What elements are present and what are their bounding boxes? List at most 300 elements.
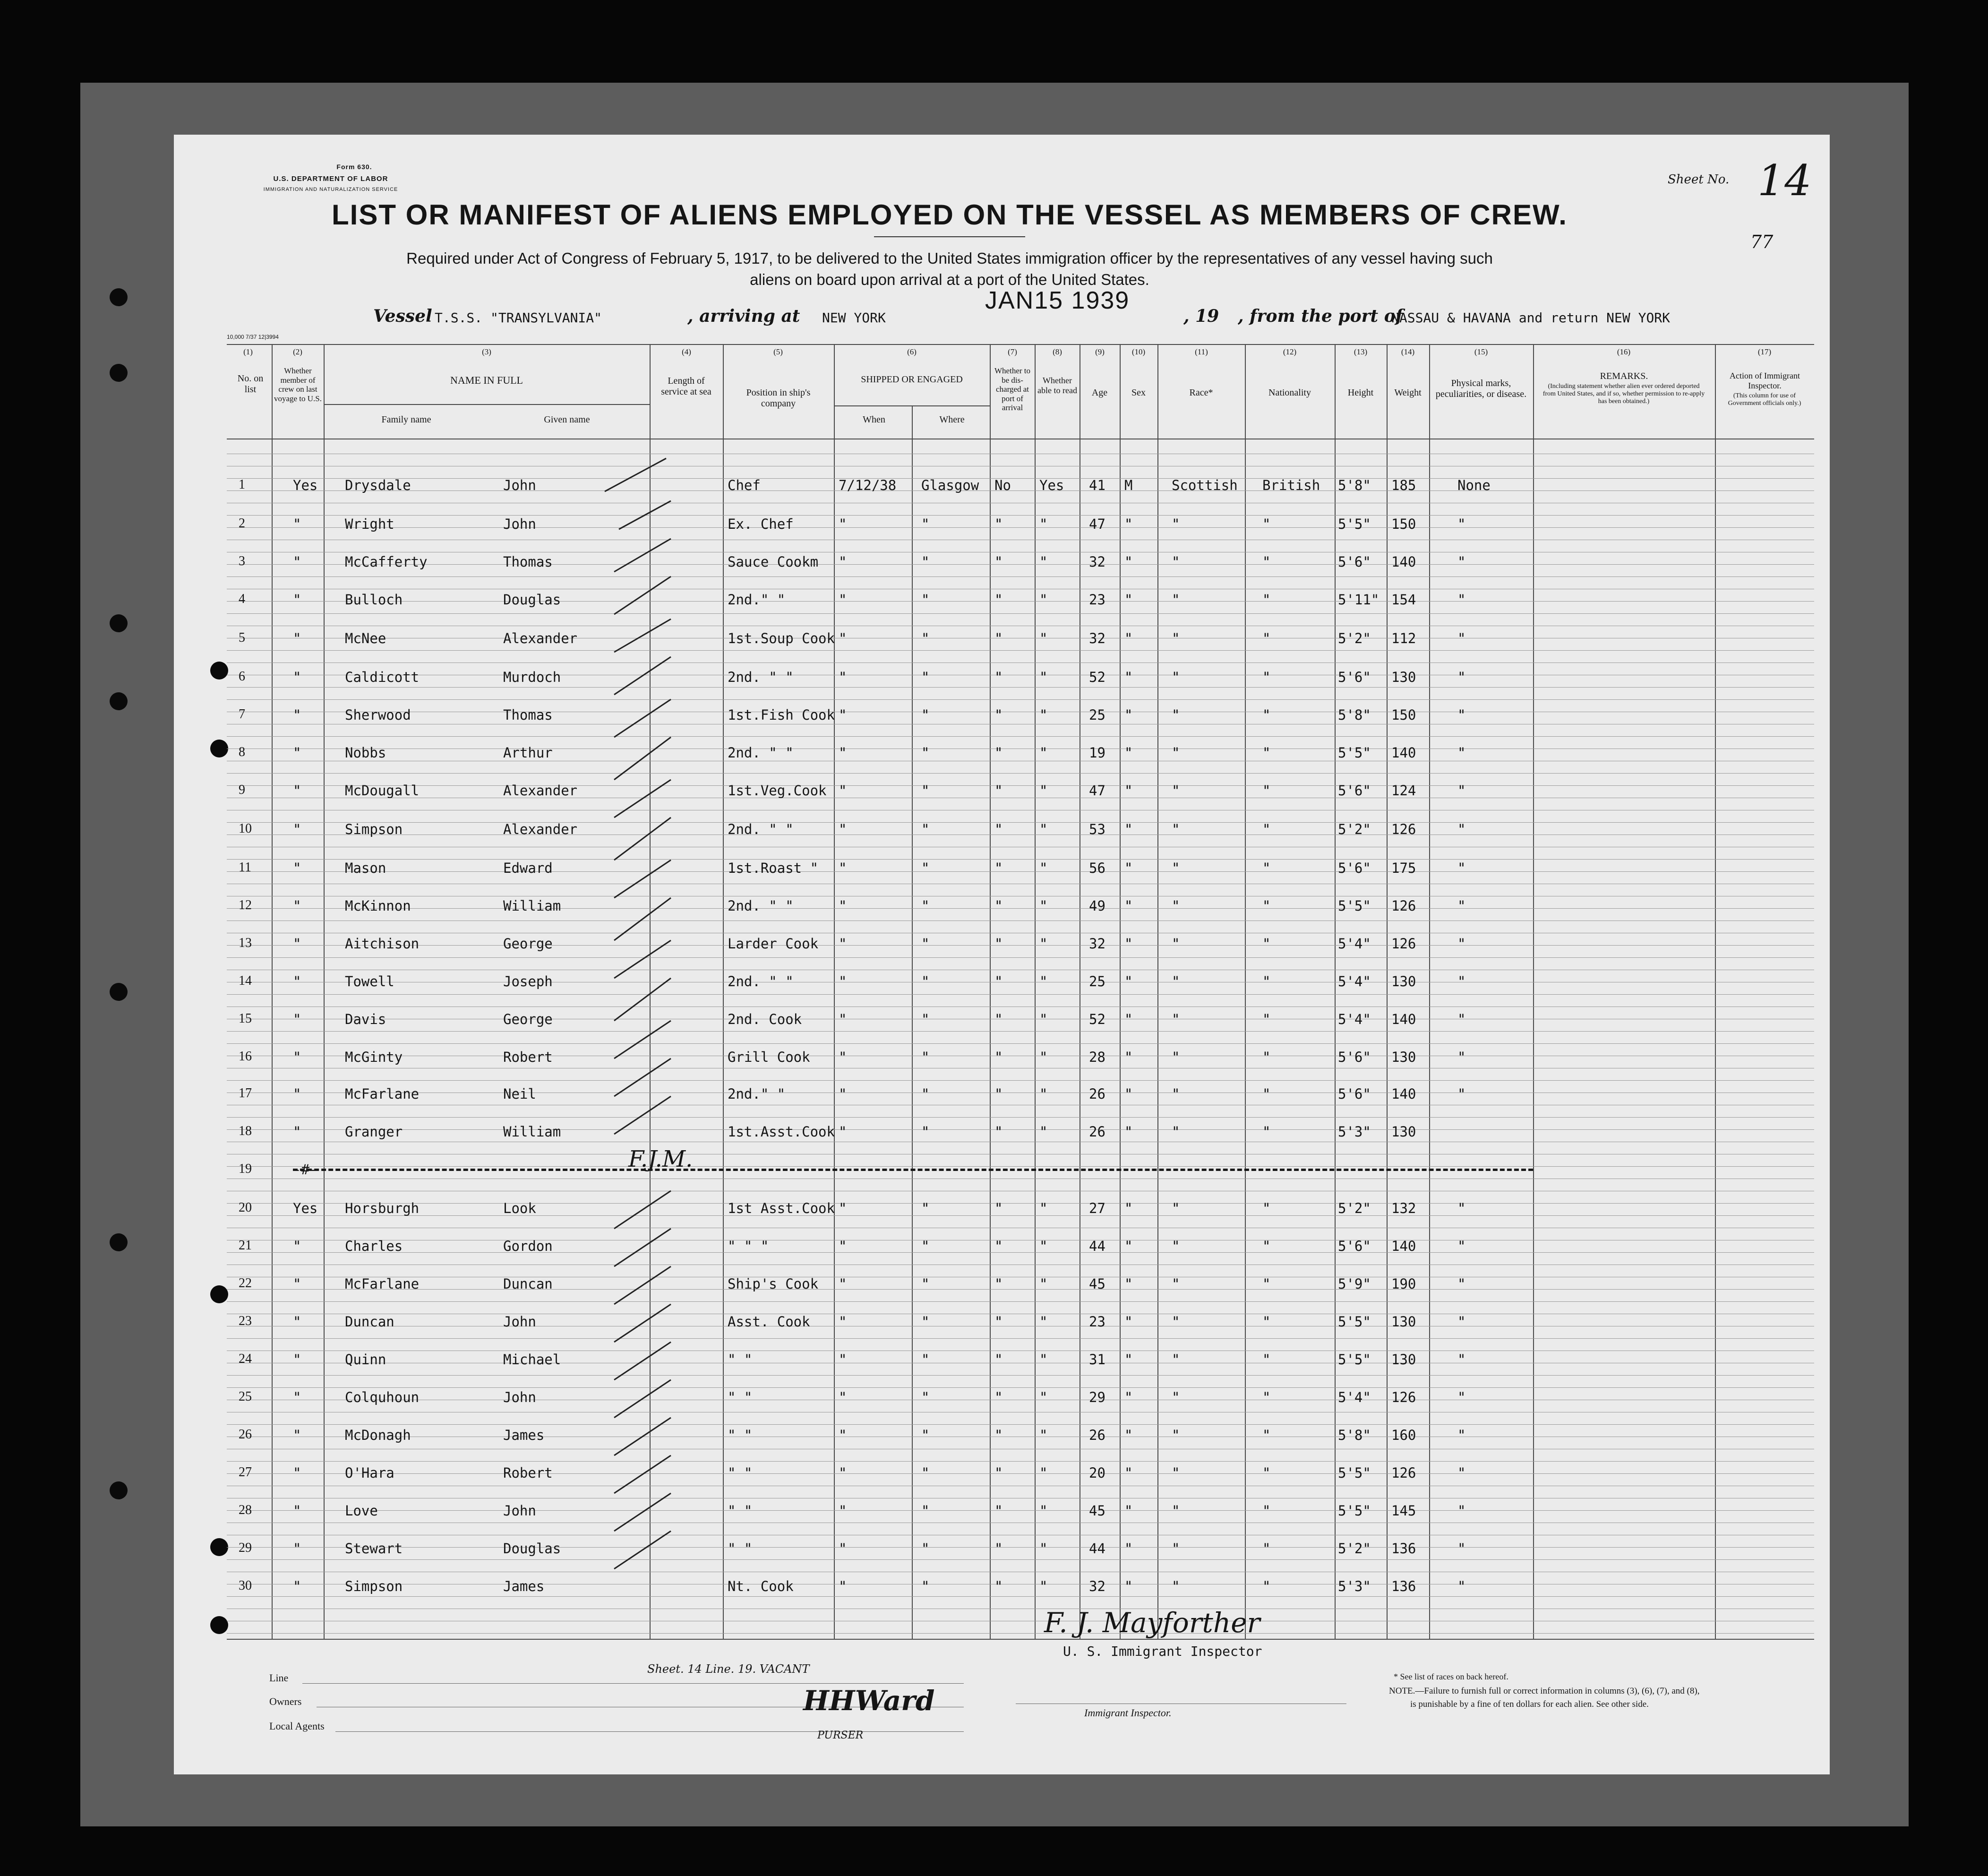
row-number: 4 xyxy=(239,592,245,606)
column-number: (13) xyxy=(1354,347,1368,356)
age-cell: 32 xyxy=(1089,1578,1105,1594)
row-number: 20 xyxy=(239,1200,252,1215)
header-given-name: Given name xyxy=(544,414,590,425)
given-name-cell: William xyxy=(503,1124,561,1140)
discharged-cell: " xyxy=(994,973,1003,990)
shipped-where-cell: " xyxy=(921,592,930,608)
height-cell: 5'6" xyxy=(1338,1238,1371,1254)
position-cell: 2nd. " " xyxy=(728,669,794,685)
weight-cell: 150 xyxy=(1391,516,1416,532)
weight-cell: 130 xyxy=(1391,669,1416,685)
row-number: 29 xyxy=(239,1540,252,1555)
family-name-cell: Colquhoun xyxy=(345,1389,420,1405)
weight-cell: 160 xyxy=(1391,1427,1416,1443)
header-height: Height xyxy=(1347,387,1374,398)
position-cell: 1st.Asst.Cook xyxy=(728,1124,835,1140)
weight-cell: 190 xyxy=(1391,1276,1416,1292)
discharged-cell: " xyxy=(994,936,1003,952)
physical-marks-cell: " xyxy=(1457,707,1466,723)
punch-hole xyxy=(210,740,228,757)
weight-cell: 130 xyxy=(1391,973,1416,990)
weight-cell: 130 xyxy=(1391,1124,1416,1140)
sex-cell: " xyxy=(1124,1314,1133,1330)
position-cell: 2nd. " " xyxy=(728,745,794,761)
member-cell: " xyxy=(293,1351,301,1368)
shipped-when-cell: " xyxy=(839,1465,847,1481)
column-divider xyxy=(272,344,273,1639)
punch-hole xyxy=(210,1285,228,1303)
member-cell: " xyxy=(293,707,301,723)
discharged-cell: " xyxy=(994,1276,1003,1292)
footer-owners-label: Owners xyxy=(269,1695,302,1707)
sheet-label: Sheet No. xyxy=(1668,172,1730,187)
sex-cell: " xyxy=(1124,860,1133,876)
age-cell: 31 xyxy=(1089,1351,1105,1368)
height-cell: 5'5" xyxy=(1338,1314,1371,1330)
weight-cell: 136 xyxy=(1391,1540,1416,1557)
sheet-number: 14 xyxy=(1757,156,1812,206)
member-cell: " xyxy=(293,592,301,608)
shipped-when-cell: " xyxy=(839,1578,847,1594)
ruled-line xyxy=(227,736,1814,737)
nationality-cell: " xyxy=(1262,1540,1271,1557)
age-cell: 27 xyxy=(1089,1200,1105,1216)
sex-cell: " xyxy=(1124,973,1133,990)
arrival-date-stamp: JAN15 1939 xyxy=(985,287,1130,314)
shipped-when-cell: " xyxy=(839,516,847,532)
given-name-cell: George xyxy=(503,1011,553,1027)
ruled-line xyxy=(227,527,1814,528)
discharged-cell: " xyxy=(994,630,1003,646)
ruled-line xyxy=(227,1547,1814,1548)
member-cell: " xyxy=(293,1389,301,1405)
weight-cell: 126 xyxy=(1391,898,1416,914)
able-to-read-cell: " xyxy=(1039,1124,1048,1140)
discharged-cell: " xyxy=(994,1465,1003,1481)
sex-cell: " xyxy=(1124,592,1133,608)
header-remarks: REMARKS. xyxy=(1600,371,1648,381)
member-cell: " xyxy=(293,630,301,646)
sex-cell: " xyxy=(1124,898,1133,914)
nationality-cell: " xyxy=(1262,860,1271,876)
physical-marks-cell: " xyxy=(1457,821,1466,837)
race-cell: " xyxy=(1172,1427,1180,1443)
nationality-cell: " xyxy=(1262,973,1271,990)
height-cell: 5'8" xyxy=(1338,1427,1371,1443)
shipped-where-cell: " xyxy=(921,821,930,837)
age-cell: 19 xyxy=(1089,745,1105,761)
height-cell: 5'5" xyxy=(1338,1503,1371,1519)
column-divider xyxy=(1335,344,1336,1639)
position-cell: Chef xyxy=(728,477,761,493)
height-cell: 5'5" xyxy=(1338,516,1371,532)
member-cell: " xyxy=(293,1238,301,1254)
physical-marks-cell: " xyxy=(1457,1351,1466,1368)
discharged-cell: " xyxy=(994,1389,1003,1405)
column-number: (2) xyxy=(293,347,302,356)
discharged-cell: " xyxy=(994,1011,1003,1027)
physical-marks-cell: " xyxy=(1457,1276,1466,1292)
shipped-when-cell: " xyxy=(839,592,847,608)
sex-cell: " xyxy=(1124,936,1133,952)
member-cell: " xyxy=(293,821,301,837)
family-name-cell: McGinty xyxy=(345,1049,403,1065)
family-name-cell: McDougall xyxy=(345,783,420,799)
height-cell: 5'3" xyxy=(1338,1124,1371,1140)
discharged-cell: " xyxy=(994,1086,1003,1102)
nationality-cell: " xyxy=(1262,592,1271,608)
column-number: (6) xyxy=(907,347,917,356)
nationality-cell: " xyxy=(1262,1314,1271,1330)
form-number: Form 630. xyxy=(336,163,372,171)
height-cell: 5'3" xyxy=(1338,1578,1371,1594)
row-number: 10 xyxy=(239,821,252,836)
race-cell: " xyxy=(1172,1503,1180,1519)
position-cell: " " xyxy=(728,1427,753,1443)
physical-marks-cell: " xyxy=(1457,973,1466,990)
discharged-cell: " xyxy=(994,898,1003,914)
ruled-line xyxy=(227,1031,1814,1032)
family-name-cell: Simpson xyxy=(345,1578,403,1594)
nationality-cell: " xyxy=(1262,554,1271,570)
able-to-read-cell: " xyxy=(1039,821,1048,837)
shipped-when-cell: " xyxy=(839,1427,847,1443)
position-cell: 2nd. Cook xyxy=(728,1011,802,1027)
member-cell: " xyxy=(293,1011,301,1027)
able-to-read-cell: " xyxy=(1039,783,1048,799)
shipped-where-cell: " xyxy=(921,1314,930,1330)
year-label: , 19 xyxy=(1183,306,1219,326)
able-to-read-cell: " xyxy=(1039,1049,1048,1065)
able-to-read-cell: " xyxy=(1039,1238,1048,1254)
given-name-cell: Thomas xyxy=(503,707,553,723)
shipped-when-cell: " xyxy=(839,1238,847,1254)
family-name-cell: Quinn xyxy=(345,1351,386,1368)
column-number: (17) xyxy=(1757,347,1772,356)
position-cell: Ex. Chef xyxy=(728,516,794,532)
weight-cell: 124 xyxy=(1391,783,1416,799)
height-cell: 5'9" xyxy=(1338,1276,1371,1292)
family-name-cell: Caldicott xyxy=(345,669,420,685)
weight-cell: 126 xyxy=(1391,1465,1416,1481)
discharged-cell: " xyxy=(994,821,1003,837)
member-cell: " xyxy=(293,1086,301,1102)
column-number: (5) xyxy=(773,347,783,356)
position-cell: 1st.Soup Cook xyxy=(728,630,835,646)
race-cell: " xyxy=(1172,516,1180,532)
position-cell: 2nd. " " xyxy=(728,898,794,914)
member-cell: " xyxy=(293,1049,301,1065)
discharged-cell: " xyxy=(994,1578,1003,1594)
footer-line-label: Line xyxy=(269,1672,289,1684)
family-name-cell: Towell xyxy=(345,973,394,990)
row-number: 26 xyxy=(239,1427,252,1442)
height-cell: 5'4" xyxy=(1338,1011,1371,1027)
column-number: (9) xyxy=(1095,347,1105,356)
weight-cell: 150 xyxy=(1391,707,1416,723)
row-number: 13 xyxy=(239,936,252,950)
ruled-line xyxy=(227,515,1814,516)
header-no-on-list: No. on list xyxy=(237,373,264,395)
able-to-read-cell: " xyxy=(1039,1540,1048,1557)
weight-cell: 130 xyxy=(1391,1314,1416,1330)
header-action: Action of Immigrant Inspector. xyxy=(1730,371,1800,390)
ruled-line xyxy=(227,1559,1814,1560)
sex-cell: " xyxy=(1124,783,1133,799)
nationality-cell: " xyxy=(1262,1351,1271,1368)
shipped-when-cell: " xyxy=(839,669,847,685)
height-cell: 5'6" xyxy=(1338,860,1371,876)
row-number: 21 xyxy=(239,1238,252,1253)
given-name-cell: Douglas xyxy=(503,1540,561,1557)
shipped-when-cell: " xyxy=(839,745,847,761)
race-cell: " xyxy=(1172,1011,1180,1027)
shipped-when-cell: " xyxy=(839,1086,847,1102)
race-cell: " xyxy=(1172,592,1180,608)
nationality-cell: " xyxy=(1262,1124,1271,1140)
inspector-stamp: U. S. Immigrant Inspector xyxy=(1063,1644,1262,1659)
height-cell: 5'6" xyxy=(1338,1086,1371,1102)
footer-line-rule xyxy=(302,1683,964,1684)
race-cell: " xyxy=(1172,936,1180,952)
inspector-signature: F. J. Mayforther xyxy=(1044,1607,1260,1639)
sex-cell: " xyxy=(1124,707,1133,723)
member-cell: " xyxy=(293,1578,301,1594)
physical-marks-cell: " xyxy=(1457,1540,1466,1557)
race-cell: " xyxy=(1172,1276,1180,1292)
weight-cell: 130 xyxy=(1391,1049,1416,1065)
able-to-read-cell: " xyxy=(1039,973,1048,990)
sheet-subnumber: 77 xyxy=(1750,232,1774,252)
age-cell: 47 xyxy=(1089,783,1105,799)
height-cell: 5'4" xyxy=(1338,1389,1371,1405)
position-cell: " " xyxy=(728,1389,753,1405)
punch-hole xyxy=(210,662,228,680)
sex-cell: " xyxy=(1124,1049,1133,1065)
vessel-name: T.S.S. "TRANSYLVANIA" xyxy=(435,310,602,326)
nationality-cell: " xyxy=(1262,1086,1271,1102)
sex-cell: " xyxy=(1124,1427,1133,1443)
position-cell: Larder Cook xyxy=(728,936,819,952)
column-number: (8) xyxy=(1053,347,1062,356)
header-shipped-engaged: SHIPPED OR ENGAGED xyxy=(861,374,963,385)
nationality-cell: " xyxy=(1262,1049,1271,1065)
given-name-cell: John xyxy=(503,1389,536,1405)
height-cell: 5'8" xyxy=(1338,707,1371,723)
race-cell: " xyxy=(1172,1465,1180,1481)
height-cell: 5'4" xyxy=(1338,973,1371,990)
able-to-read-cell: " xyxy=(1039,1427,1048,1443)
age-cell: 26 xyxy=(1089,1124,1105,1140)
from-label: , from the port of xyxy=(1238,306,1403,326)
column-divider xyxy=(1715,344,1716,1639)
punch-hole xyxy=(110,364,128,382)
ruled-line xyxy=(227,871,1814,872)
row-number: 24 xyxy=(239,1351,252,1366)
able-to-read-cell: " xyxy=(1039,592,1048,608)
shipped-where-cell: " xyxy=(921,1086,930,1102)
position-cell: " " xyxy=(728,1503,753,1519)
header-action-note: (This column for use of Government officials only.) xyxy=(1728,392,1801,407)
position-cell: Nt. Cook xyxy=(728,1578,794,1594)
physical-marks-cell: " xyxy=(1457,860,1466,876)
ruled-line xyxy=(227,822,1814,823)
column-divider xyxy=(990,344,991,1639)
given-name-cell: Michael xyxy=(503,1351,561,1368)
weight-cell: 112 xyxy=(1391,630,1416,646)
physical-marks-cell: " xyxy=(1457,898,1466,914)
discharged-cell: " xyxy=(994,1503,1003,1519)
able-to-read-cell: " xyxy=(1039,707,1048,723)
nationality-cell: " xyxy=(1262,783,1271,799)
discharged-cell: " xyxy=(994,516,1003,532)
given-name-cell: Murdoch xyxy=(503,669,561,685)
discharged-cell: " xyxy=(994,1314,1003,1330)
member-cell: " xyxy=(293,669,301,685)
given-name-cell: Duncan xyxy=(503,1276,553,1292)
ruled-line xyxy=(227,859,1814,860)
nationality-cell: " xyxy=(1262,1427,1271,1443)
weight-cell: 140 xyxy=(1391,1011,1416,1027)
family-name-cell: McDonagh xyxy=(345,1427,411,1443)
weight-cell: 140 xyxy=(1391,745,1416,761)
age-cell: 25 xyxy=(1089,973,1105,990)
age-cell: 25 xyxy=(1089,707,1105,723)
discharged-cell: " xyxy=(994,745,1003,761)
family-name-cell: McFarlane xyxy=(345,1086,420,1102)
ruled-line xyxy=(227,650,1814,651)
row-number: 6 xyxy=(239,669,245,684)
subtitle-line-1: Required under Act of Congress of February 5, 1917, to be delivered to the United States immigration officer by the representatives of any vessel having such xyxy=(406,250,1493,267)
able-to-read-cell: " xyxy=(1039,1086,1048,1102)
discharged-cell: No xyxy=(994,477,1011,493)
row-number: 7 xyxy=(239,707,245,722)
row-number: 9 xyxy=(239,783,245,797)
row-number: 23 xyxy=(239,1314,252,1328)
able-to-read-cell: " xyxy=(1039,630,1048,646)
member-cell: " xyxy=(293,554,301,570)
height-cell: 5'6" xyxy=(1338,554,1371,570)
weight-cell: 185 xyxy=(1391,477,1416,493)
header-position: Position in ship's company xyxy=(746,387,811,409)
from-port: NASSAU & HAVANA and return NEW YORK xyxy=(1391,310,1671,326)
physical-marks-cell: " xyxy=(1457,1503,1466,1519)
check-marks xyxy=(600,454,685,1588)
ruled-line xyxy=(227,1289,1814,1290)
given-name-cell: Gordon xyxy=(503,1238,553,1254)
nationality-cell: " xyxy=(1262,1011,1271,1027)
column-number: (11) xyxy=(1195,347,1208,356)
row-number: 12 xyxy=(239,898,252,912)
given-name-cell: John xyxy=(503,477,536,493)
age-cell: 56 xyxy=(1089,860,1105,876)
able-to-read-cell: " xyxy=(1039,1011,1048,1027)
header-length-service: Length of service at sea xyxy=(661,376,711,397)
discharged-cell: " xyxy=(994,1427,1003,1443)
ruled-line xyxy=(227,687,1814,688)
print-code: 10,000 7/37 12|3994 xyxy=(227,334,279,340)
given-name-cell: Look xyxy=(503,1200,536,1216)
position-cell: " " " xyxy=(728,1238,769,1254)
nationality-cell: " xyxy=(1262,898,1271,914)
ruled-line xyxy=(227,994,1814,995)
race-cell: " xyxy=(1172,1049,1180,1065)
column-number: (16) xyxy=(1617,347,1631,356)
member-cell: " xyxy=(293,936,301,952)
given-name-cell: Arthur xyxy=(503,745,553,761)
footer-agents-label: Local Agents xyxy=(269,1720,325,1732)
height-cell: 5'2" xyxy=(1338,1200,1371,1216)
ruled-line xyxy=(227,1510,1814,1511)
shipped-when-cell: " xyxy=(839,1314,847,1330)
sex-cell: " xyxy=(1124,630,1133,646)
family-name-cell: O'Hara xyxy=(345,1465,394,1481)
shipped-when-cell: " xyxy=(839,630,847,646)
given-name-cell: John xyxy=(503,516,536,532)
sex-cell: " xyxy=(1124,1540,1133,1557)
subtitle-line-2: aliens on board upon arrival at a port of the United States. xyxy=(750,271,1149,288)
position-cell: " " xyxy=(728,1351,753,1368)
vacant-line-note: Sheet. 14 Line. 19. VACANT xyxy=(647,1662,810,1676)
sex-cell: " xyxy=(1124,1011,1133,1027)
shipped-where-cell: " xyxy=(921,1578,930,1594)
age-cell: 23 xyxy=(1089,1314,1105,1330)
shipped-where-cell: " xyxy=(921,1124,930,1140)
purser-label: PURSER xyxy=(817,1730,864,1741)
shipped-when-cell: " xyxy=(839,1276,847,1292)
punch-hole xyxy=(110,1481,128,1499)
agency-name: U.S. DEPARTMENT OF LABOR xyxy=(273,175,388,183)
age-cell: 29 xyxy=(1089,1389,1105,1405)
header-weight: Weight xyxy=(1394,387,1422,398)
family-name-cell: McNee xyxy=(345,630,386,646)
shipped-where-cell: " xyxy=(921,1503,930,1519)
arriving-port: NEW YORK xyxy=(822,310,886,326)
height-cell: 5'2" xyxy=(1338,1540,1371,1557)
height-cell: 5'8" xyxy=(1338,477,1371,493)
physical-marks-cell: " xyxy=(1457,630,1466,646)
discharged-cell: " xyxy=(994,707,1003,723)
ruled-line xyxy=(227,1473,1814,1474)
ruled-line xyxy=(227,1203,1814,1204)
shipped-when-cell: " xyxy=(839,936,847,952)
column-number: (14) xyxy=(1401,347,1415,356)
race-cell: " xyxy=(1172,1578,1180,1594)
able-to-read-cell: " xyxy=(1039,1276,1048,1292)
punch-hole xyxy=(110,288,128,306)
row-number: 14 xyxy=(239,973,252,988)
member-cell: " xyxy=(293,516,301,532)
family-name-cell: Sherwood xyxy=(345,707,411,723)
shipped-where-cell: " xyxy=(921,1351,930,1368)
height-cell: 5'4" xyxy=(1338,936,1371,952)
column-divider xyxy=(912,405,913,1639)
race-cell: " xyxy=(1172,1389,1180,1405)
header-discharged: Whether to be dis-charged at port of arrival xyxy=(994,366,1030,413)
row-number: 8 xyxy=(239,745,245,759)
column-divider xyxy=(834,344,835,1639)
sex-cell: " xyxy=(1124,745,1133,761)
able-to-read-cell: " xyxy=(1039,1503,1048,1519)
column-number: (7) xyxy=(1008,347,1017,356)
weight-cell: 130 xyxy=(1391,1351,1416,1368)
able-to-read-cell: " xyxy=(1039,669,1048,685)
header-where: Where xyxy=(939,414,965,425)
physical-marks-cell: " xyxy=(1457,1011,1466,1027)
discharged-cell: " xyxy=(994,1351,1003,1368)
given-name-cell: James xyxy=(503,1427,545,1443)
discharged-cell: " xyxy=(994,1049,1003,1065)
